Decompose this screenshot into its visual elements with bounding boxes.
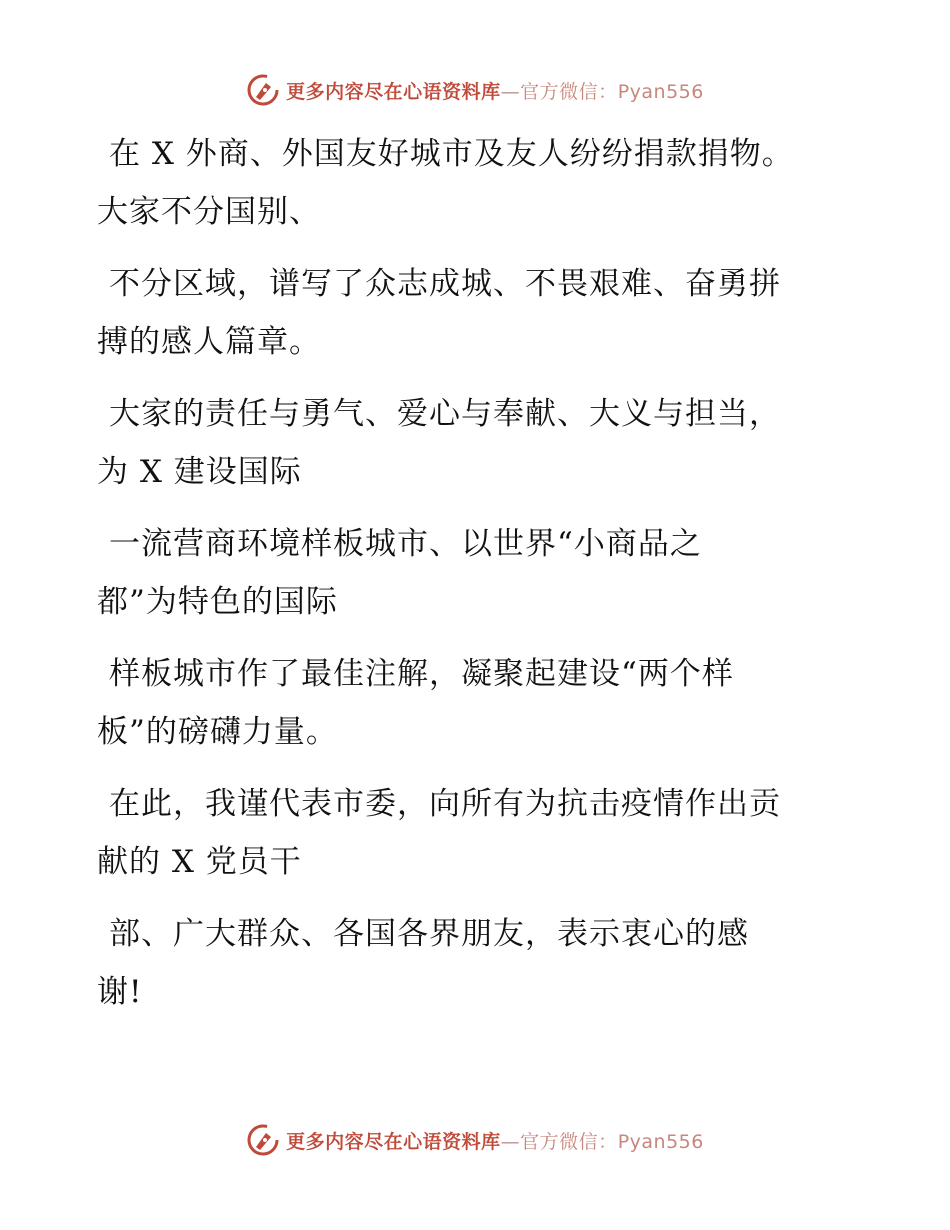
pen-nib-logo-icon bbox=[246, 73, 280, 107]
paragraph-line: 不分区域，谱写了众志成城、不畏艰难、奋勇拼 bbox=[109, 266, 781, 302]
footer-watermark-banner bbox=[0, 1120, 950, 1160]
paragraph-line: 献的 X 党员干 bbox=[97, 844, 302, 880]
paragraph bbox=[97, 385, 837, 501]
banner-text: 更多内容尽在心语资料库—官方微信：Pyan556 bbox=[286, 80, 704, 103]
paragraph bbox=[97, 775, 837, 891]
paragraph-line: 都”为特色的国际 bbox=[97, 584, 338, 620]
pen-nib-logo-icon bbox=[246, 1123, 280, 1157]
paragraph-line: 谢! bbox=[97, 974, 143, 1010]
document-body bbox=[97, 125, 837, 1035]
paragraph bbox=[97, 125, 837, 241]
paragraph-line: 在此，我谨代表市委，向所有为抗击疫情作出贡 bbox=[109, 786, 781, 822]
paragraph bbox=[97, 515, 837, 631]
paragraph-line: 为 X 建设国际 bbox=[97, 454, 302, 490]
paragraph-line: 部、广大群众、各国各界朋友，表示衷心的感 bbox=[109, 916, 749, 952]
header-watermark-banner bbox=[0, 70, 950, 110]
paragraph bbox=[97, 645, 837, 761]
paragraph bbox=[97, 905, 837, 1021]
paragraph-line: 在 X 外商、外国友好城市及友人纷纷捐款捐物。 bbox=[109, 136, 794, 172]
paragraph-line: 板”的磅礴力量。 bbox=[97, 714, 338, 750]
paragraph-line: 搏的感人篇章。 bbox=[97, 324, 321, 360]
paragraph-line: 大家不分国别、 bbox=[97, 194, 321, 230]
banner-text: 更多内容尽在心语资料库—官方微信：Pyan556 bbox=[286, 1130, 704, 1153]
paragraph-line: 样板城市作了最佳注解，凝聚起建设“两个样 bbox=[109, 656, 734, 692]
paragraph-line: 一流营商环境样板城市、以世界“小商品之 bbox=[109, 526, 702, 562]
paragraph-line: 大家的责任与勇气、爱心与奉献、大义与担当， bbox=[109, 396, 781, 432]
paragraph bbox=[97, 255, 837, 371]
